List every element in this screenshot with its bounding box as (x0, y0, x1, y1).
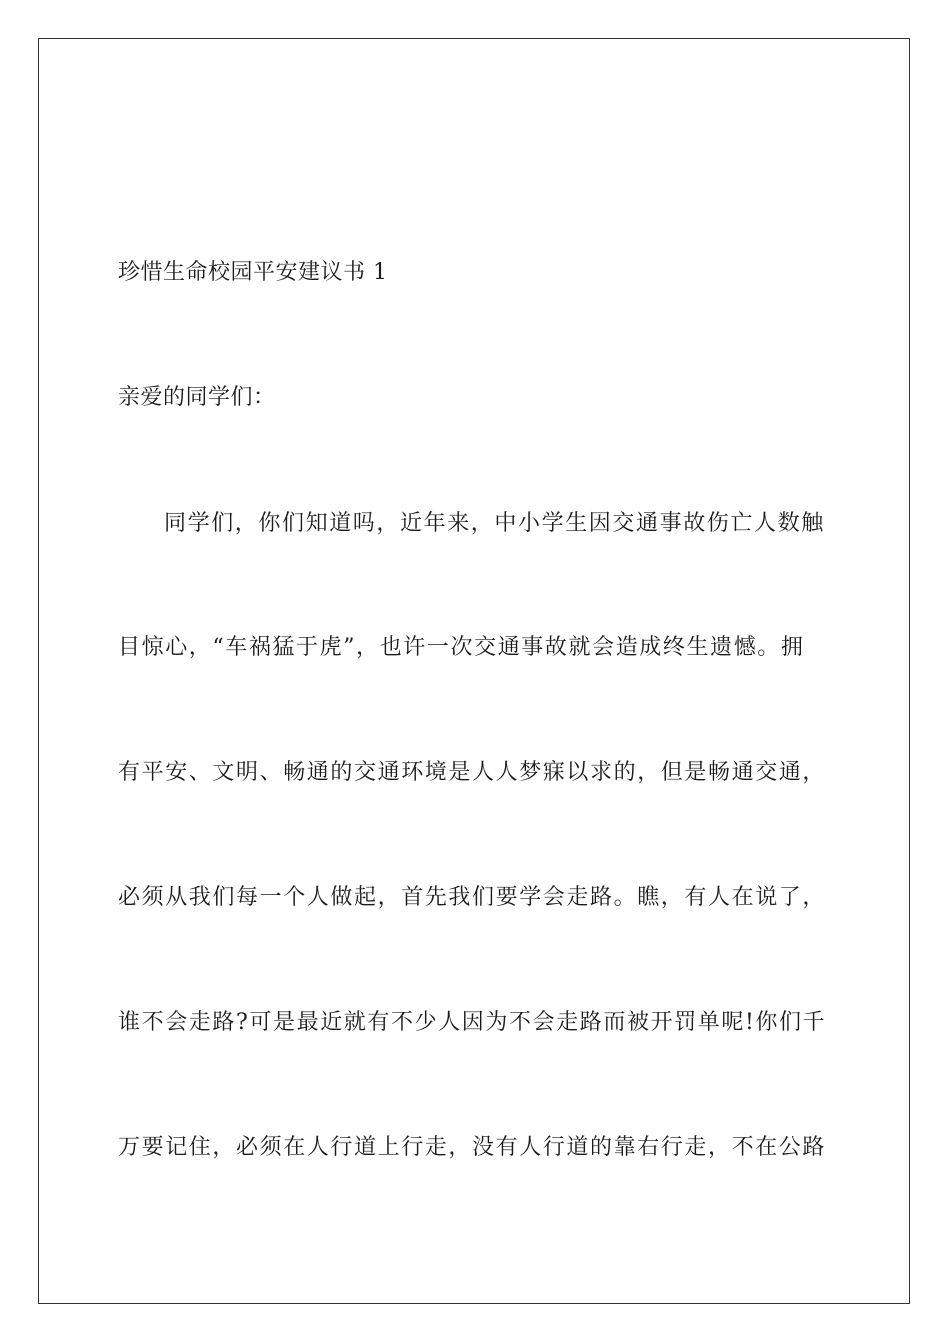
body-line: 同学们，你们知道吗，近年来，中小学生因交通事故伤亡人数触 (164, 511, 825, 536)
salutation: 亲爱的同学们： (118, 385, 276, 410)
body-line: 必须从我们每一个人做起，首先我们要学会走路。瞧，有人在说了， (118, 885, 827, 910)
body-line: 万要记住，必须在人行道上行走，没有人行道的靠右行走，不在公路 (118, 1135, 827, 1160)
page-frame (38, 38, 910, 1304)
body-line: 谁不会走路?可是最近就有不少人因为不会走路而被开罚单呢!你们千 (118, 1010, 827, 1035)
document-title: 珍惜生命校园平安建议书 1 (118, 260, 388, 285)
body-line: 目惊心，“车祸猛于虎”，也许一次交通事故就会造成终生遗憾。拥 (118, 635, 805, 660)
body-line: 有平安、文明、畅通的交通环境是人人梦寐以求的，但是畅通交通， (118, 760, 827, 785)
